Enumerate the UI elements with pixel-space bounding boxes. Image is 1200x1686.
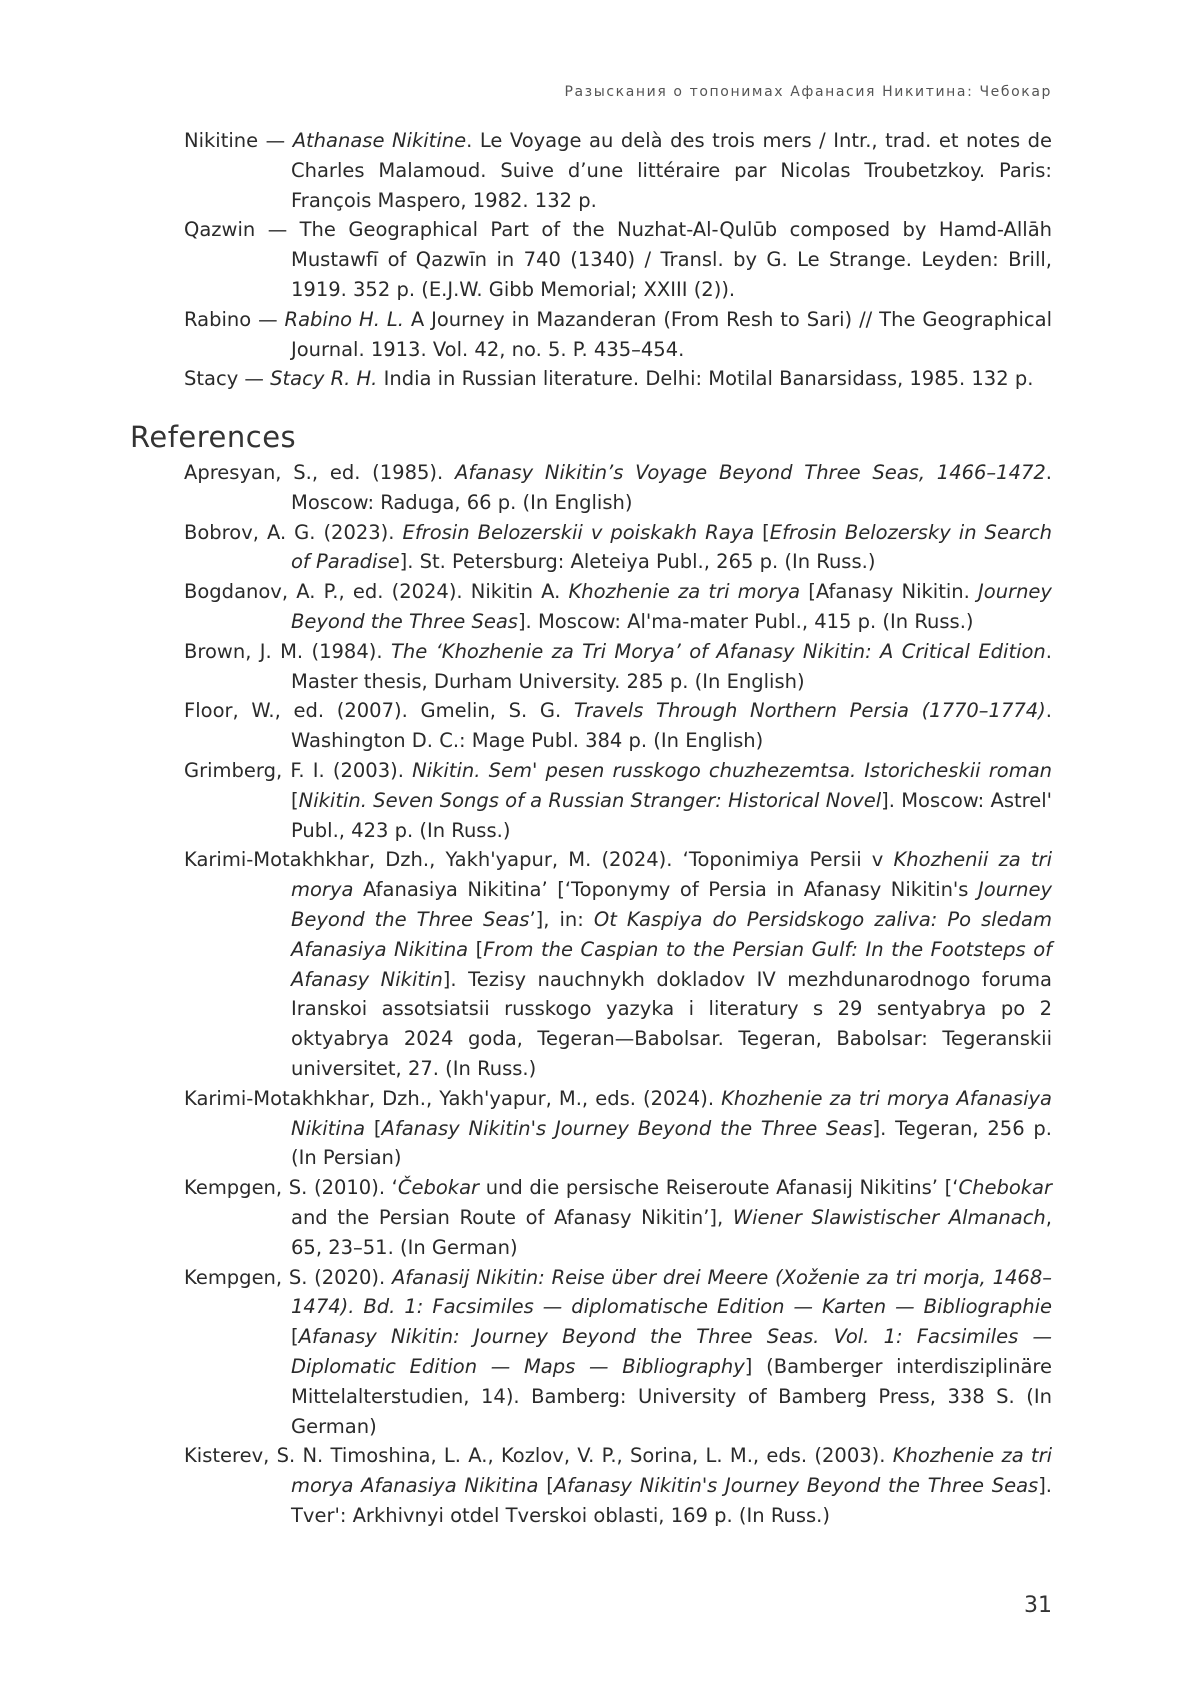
- reference-entry: [184, 577, 1052, 637]
- text-run: [Afanasy Nikitin.: [800, 580, 979, 604]
- text-run: [: [468, 937, 484, 961]
- italic-title: Journey Beyond the Three Seas: [291, 878, 1052, 931]
- reference-entry: [184, 1441, 1052, 1530]
- text-run: Karimi-Motakhkhar, Dzh., Yakh'yapur, M., eds. (2024).: [184, 1086, 722, 1110]
- italic-title: Čebokar: [397, 1176, 480, 1200]
- text-run: ]. Tegeran, 256 p. (In Persian): [291, 1116, 1052, 1170]
- italic-title: Chebokar: [958, 1176, 1053, 1200]
- text-run: Apresyan, S., ed. (1985).: [184, 461, 455, 484]
- italic-title: Nikitin. Sem' pesen russkogo chuzhezemtsa. Istoricheskii roman: [412, 758, 1053, 782]
- italic-title: Khozhenie za tri morya Afanasiya Nikitina: [291, 1086, 1053, 1140]
- text-run: Kempgen, S. (2010). ‘: [184, 1176, 398, 1200]
- text-run: Floor, W., ed. (2007). Gmelin, S. G.: [184, 699, 574, 723]
- text-run: Grimberg, F. I. (2003).: [184, 758, 413, 782]
- italic-title: Nikitin. Seven Songs of a Russian Stranger: Historical Novel: [298, 788, 882, 812]
- italic-title: Khozhenie za tri morya Afanasiya Nikitina: [291, 1444, 1053, 1498]
- text-run: und die persische Reiseroute Afanasij Nikitins’ [‘: [479, 1176, 959, 1200]
- text-run: ]. St. Petersburg: Aleteiya Publ., 265 p. (In Russ.): [399, 550, 876, 574]
- italic-title: Afanasy Nikitin: Journey Beyond the Three Seas. Vol. 1: Facsimiles — Diplomatic Edition — Maps — Bibliography: [291, 1325, 1052, 1378]
- text-run: Karimi-Motakhkhar, Dzh., Yakh'yapur, M. (2024). ‘Toponimiya Persii v: [184, 848, 894, 872]
- text-run: . Moscow: Raduga, 66 p. (In English): [291, 461, 1052, 514]
- text-run: ] (Bamberger interdisziplinäre Mittelalterstudien, 14). Bamberg: University of Bamberg Press, 338 S. (In German): [291, 1354, 1052, 1438]
- text-run: [: [365, 1116, 382, 1140]
- text-run: A Journey in Mazanderan (From Resh to Sari) // The Geographical Journal. 1913. Vol. 42, no. 5. P. 435–454.: [291, 307, 1052, 361]
- sources-list: [184, 126, 1052, 394]
- reference-entry: [184, 1173, 1052, 1262]
- text-run: [: [538, 1474, 554, 1498]
- italic-title: Khozhenie za tri morya: [568, 580, 801, 604]
- reference-entry: [184, 458, 1052, 518]
- reference-entry: [184, 1263, 1052, 1442]
- text-run: Kempgen, S. (2020).: [184, 1265, 392, 1289]
- text-run: Nikitine —: [184, 129, 293, 152]
- italic-title: Afanasij Nikitin: Reise über drei Meere (Xoženie za tri morja, 1468–1474). Bd. 1: Facsimiles — diplomatische Edition — Karten — Bibliographie: [291, 1265, 1052, 1319]
- text-run: Bobrov, A. G. (2023).: [184, 520, 403, 544]
- text-run: Rabino —: [184, 307, 285, 331]
- text-run: [: [291, 1325, 299, 1349]
- text-run: and the Persian Route of Afanasy Nikitin’],: [291, 1205, 733, 1229]
- italic-title: From the Caspian to the Persian Gulf: In the Footsteps of Afanasy Nikitin: [291, 937, 1052, 991]
- text-run: ]. Moscow: Astrel' Publ., 423 p. (In Russ.): [291, 788, 1052, 842]
- text-run: Stacy —: [184, 367, 271, 391]
- source-entry: [184, 215, 1052, 304]
- text-run: [: [754, 520, 770, 544]
- reference-entry: [184, 756, 1052, 845]
- italic-title: Efrosin Belozerskii v poiskakh Raya: [402, 520, 755, 544]
- text-run: Kisterev, S. N. Timoshina, L. A., Kozlov, V. P., Sorina, L. M., eds. (2003).: [184, 1444, 893, 1468]
- references-list: [184, 458, 1052, 1531]
- italic-title: Afanasy Nikitin’s Voyage Beyond Three Seas, 1466–1472: [454, 461, 1046, 484]
- text-run: ]. Moscow: Al'ma-mater Publ., 415 p. (In Russ.): [517, 609, 974, 633]
- references-heading: References: [130, 420, 297, 454]
- reference-entry: [184, 518, 1052, 578]
- page-number: 31: [1024, 1593, 1052, 1618]
- italic-title: The ‘Khozhenie za Tri Morya’ of Afanasy Nikitin: A Critical Edition: [390, 639, 1046, 663]
- text-run: . Master thesis, Durham University. 285 p. (In English): [291, 639, 1052, 693]
- text-run: [: [291, 788, 299, 812]
- text-run: . Washington D. C.: Mage Publ. 384 p. (In English): [291, 699, 1052, 753]
- italic-title: Afanasy Nikitin's Journey Beyond the Three Seas: [553, 1474, 1039, 1498]
- italic-title: Efrosin Belozersky in Search of Paradise: [291, 520, 1052, 574]
- text-run: Brown, J. M. (1984).: [184, 639, 391, 663]
- source-entry: [184, 364, 1052, 394]
- text-run: Bogdanov, A. P., ed. (2024). Nikitin A.: [184, 580, 569, 604]
- text-run: ]. Tver': Arkhivnyi otdel Tverskoi oblasti, 169 p. (In Russ.): [291, 1474, 1053, 1527]
- reference-entry: [184, 637, 1052, 697]
- source-entry: [184, 305, 1052, 365]
- italic-title: Khozhenii za tri morya: [291, 848, 1052, 902]
- text-run: ’], in:: [529, 907, 594, 931]
- italic-title: Journey Beyond the Three Seas: [291, 580, 1052, 633]
- reference-entry: [184, 845, 1052, 1083]
- italic-title: Wiener Slawistischer Almanach: [732, 1205, 1046, 1229]
- italic-title: Ot Kaspiya do Persidskogo zaliva: Po sledam Afanasiya Nikitina: [291, 907, 1052, 961]
- text-run: Afanasiya Nikitina’ [‘Toponymy of Persia in Afanasy Nikitin's: [353, 878, 979, 902]
- italic-title: Afanasy Nikitin's Journey Beyond the Three Seas: [381, 1116, 873, 1140]
- text-run: , 65, 23–51. (In German): [291, 1205, 1052, 1259]
- text-run: Qazwin — The Geographical Part of the Nuzhat-Al-Qulūb composed by Hamd-Allāh Mustawfī of Qazwīn in 740 (1340) / Transl. by G. Le Strange. Leyden: Brill, 1919. 352 p. (E.J.W. Gibb Memorial; XXIII (2)).: [184, 218, 1052, 301]
- italic-title: Athanase Nikitine: [292, 129, 467, 152]
- text-run: . Le Voyage au delà des trois mers / Intr., trad. et notes de Charles Malamoud. Suive d’une littéraire par Nicolas Troubetzkoy. Paris: François Maspero, 1982. 132 p.: [291, 129, 1052, 212]
- reference-entry: [184, 1084, 1052, 1173]
- italic-title: Travels Through Northern Persia (1770–1774): [573, 699, 1046, 723]
- italic-title: Rabino H. L.: [284, 307, 404, 331]
- reference-entry: [184, 696, 1052, 756]
- italic-title: Stacy R. H.: [270, 367, 378, 391]
- running-head: Разыскания о топонимах Афанасия Никитина: Чебокар: [564, 84, 1052, 100]
- source-entry: [184, 126, 1052, 215]
- text-run: India in Russian literature. Delhi: Motilal Banarsidass, 1985. 132 p.: [377, 367, 1034, 391]
- text-run: ]. Tezisy nauchnykh dokladov IV mezhdunarodnogo foruma Iranskoi assotsiatsii russkogo yazyka i literatury s 29 sentyabrya po 2 oktyabrya 2024 goda, Tegeran—Babolsar. Tegeran, Babolsar: Tegeranskii universitet, 27. (In Russ.): [291, 967, 1052, 1080]
